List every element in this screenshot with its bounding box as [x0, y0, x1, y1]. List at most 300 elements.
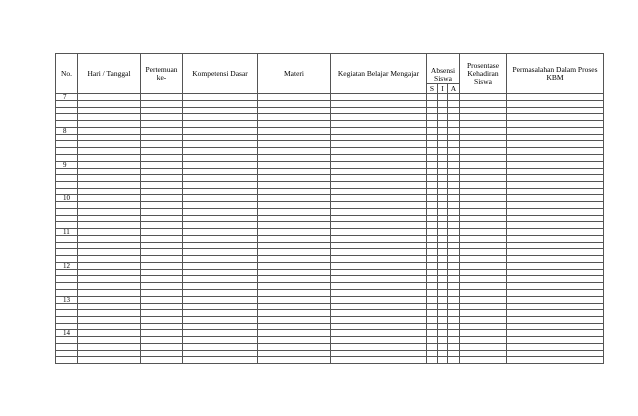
- table-cell[interactable]: [460, 114, 507, 121]
- table-cell[interactable]: [258, 175, 331, 182]
- table-cell[interactable]: [331, 330, 427, 337]
- table-cell[interactable]: [141, 236, 183, 243]
- table-cell[interactable]: [183, 154, 258, 161]
- table-cell[interactable]: [427, 283, 438, 290]
- table-cell[interactable]: [331, 181, 427, 188]
- table-cell[interactable]: [141, 101, 183, 108]
- table-cell[interactable]: [141, 242, 183, 249]
- table-cell[interactable]: [141, 127, 183, 134]
- table-cell[interactable]: [78, 330, 141, 337]
- table-cell[interactable]: [507, 134, 604, 141]
- table-cell[interactable]: [56, 101, 78, 108]
- table-cell[interactable]: [507, 121, 604, 128]
- table-cell[interactable]: [438, 188, 448, 195]
- table-cell[interactable]: [183, 101, 258, 108]
- table-cell[interactable]: [78, 154, 141, 161]
- table-cell[interactable]: [78, 114, 141, 121]
- table-cell[interactable]: [183, 310, 258, 317]
- table-cell[interactable]: [56, 350, 78, 357]
- table-cell[interactable]: [438, 168, 448, 175]
- table-cell[interactable]: [78, 101, 141, 108]
- table-cell[interactable]: [427, 127, 438, 134]
- table-cell[interactable]: [258, 310, 331, 317]
- table-cell[interactable]: [448, 215, 460, 222]
- table-cell[interactable]: [78, 181, 141, 188]
- table-cell[interactable]: [141, 134, 183, 141]
- table-cell[interactable]: [183, 208, 258, 215]
- table-cell[interactable]: [56, 114, 78, 121]
- table-cell[interactable]: [258, 316, 331, 323]
- table-cell[interactable]: [438, 195, 448, 202]
- table-cell[interactable]: [507, 236, 604, 243]
- table-cell[interactable]: [448, 114, 460, 121]
- table-cell[interactable]: [507, 269, 604, 276]
- table-cell[interactable]: [78, 236, 141, 243]
- table-cell[interactable]: [460, 276, 507, 283]
- table-cell[interactable]: [507, 141, 604, 148]
- table-cell[interactable]: [438, 208, 448, 215]
- table-cell[interactable]: [331, 262, 427, 269]
- table-cell[interactable]: [460, 121, 507, 128]
- table-cell[interactable]: [183, 229, 258, 236]
- table-cell[interactable]: [183, 330, 258, 337]
- table-cell[interactable]: [78, 215, 141, 222]
- table-cell[interactable]: [507, 195, 604, 202]
- table-cell[interactable]: [460, 229, 507, 236]
- table-cell[interactable]: [460, 283, 507, 290]
- table-cell[interactable]: [183, 168, 258, 175]
- table-cell[interactable]: [331, 269, 427, 276]
- table-cell[interactable]: [183, 141, 258, 148]
- table-cell[interactable]: [141, 107, 183, 114]
- table-cell[interactable]: [258, 195, 331, 202]
- table-cell[interactable]: [56, 236, 78, 243]
- table-cell[interactable]: [56, 357, 78, 364]
- table-cell[interactable]: [78, 94, 141, 101]
- table-cell[interactable]: [331, 323, 427, 330]
- table-cell[interactable]: [56, 121, 78, 128]
- table-cell[interactable]: [78, 134, 141, 141]
- table-cell[interactable]: [460, 181, 507, 188]
- table-cell[interactable]: [56, 134, 78, 141]
- table-cell[interactable]: [438, 107, 448, 114]
- table-cell[interactable]: [460, 127, 507, 134]
- table-cell[interactable]: [460, 175, 507, 182]
- table-cell[interactable]: [427, 350, 438, 357]
- table-cell[interactable]: [460, 222, 507, 229]
- table-cell[interactable]: [183, 303, 258, 310]
- table-cell[interactable]: [78, 249, 141, 256]
- table-cell[interactable]: [141, 121, 183, 128]
- table-cell[interactable]: [78, 195, 141, 202]
- table-cell[interactable]: [183, 148, 258, 155]
- table-cell[interactable]: [438, 161, 448, 168]
- table-cell[interactable]: [331, 215, 427, 222]
- table-cell[interactable]: [78, 242, 141, 249]
- table-cell[interactable]: [507, 350, 604, 357]
- table-cell[interactable]: [331, 202, 427, 209]
- table-cell[interactable]: [427, 249, 438, 256]
- table-cell[interactable]: [78, 343, 141, 350]
- table-cell[interactable]: [331, 256, 427, 263]
- table-cell[interactable]: [427, 222, 438, 229]
- table-cell[interactable]: [258, 181, 331, 188]
- table-cell[interactable]: [141, 114, 183, 121]
- table-cell[interactable]: [78, 175, 141, 182]
- table-cell[interactable]: [258, 134, 331, 141]
- table-cell[interactable]: [427, 256, 438, 263]
- table-cell[interactable]: [331, 229, 427, 236]
- table-cell[interactable]: [78, 310, 141, 317]
- table-cell[interactable]: [438, 256, 448, 263]
- table-cell[interactable]: [141, 141, 183, 148]
- table-cell[interactable]: [78, 229, 141, 236]
- table-cell[interactable]: [78, 222, 141, 229]
- table-cell[interactable]: [448, 316, 460, 323]
- table-cell[interactable]: [258, 357, 331, 364]
- table-cell[interactable]: [78, 337, 141, 344]
- table-cell[interactable]: [427, 161, 438, 168]
- table-cell[interactable]: [438, 289, 448, 296]
- table-cell[interactable]: [460, 350, 507, 357]
- table-cell[interactable]: [438, 148, 448, 155]
- table-cell[interactable]: [141, 249, 183, 256]
- table-cell[interactable]: [427, 188, 438, 195]
- table-cell[interactable]: [460, 168, 507, 175]
- table-cell[interactable]: [258, 208, 331, 215]
- table-cell[interactable]: [331, 283, 427, 290]
- table-cell[interactable]: [427, 289, 438, 296]
- table-cell[interactable]: [427, 101, 438, 108]
- table-cell[interactable]: [78, 256, 141, 263]
- table-cell[interactable]: [56, 310, 78, 317]
- table-cell[interactable]: [427, 208, 438, 215]
- table-cell[interactable]: [141, 262, 183, 269]
- table-cell[interactable]: [448, 168, 460, 175]
- table-cell[interactable]: [56, 343, 78, 350]
- table-cell[interactable]: [507, 256, 604, 263]
- table-cell[interactable]: [141, 289, 183, 296]
- table-cell[interactable]: [448, 296, 460, 303]
- table-cell[interactable]: [427, 215, 438, 222]
- table-cell[interactable]: [141, 323, 183, 330]
- table-cell[interactable]: [448, 134, 460, 141]
- table-cell[interactable]: [438, 262, 448, 269]
- table-cell[interactable]: [507, 202, 604, 209]
- table-cell[interactable]: [78, 148, 141, 155]
- table-cell[interactable]: [507, 262, 604, 269]
- table-cell[interactable]: [438, 343, 448, 350]
- table-cell[interactable]: [56, 141, 78, 148]
- table-cell[interactable]: [183, 114, 258, 121]
- table-cell[interactable]: [427, 114, 438, 121]
- table-cell[interactable]: [258, 242, 331, 249]
- table-cell[interactable]: [438, 175, 448, 182]
- table-cell[interactable]: [460, 236, 507, 243]
- table-cell[interactable]: [438, 154, 448, 161]
- table-cell[interactable]: [427, 134, 438, 141]
- table-cell[interactable]: [258, 276, 331, 283]
- table-cell[interactable]: [460, 323, 507, 330]
- table-cell[interactable]: [183, 121, 258, 128]
- table-cell[interactable]: [56, 249, 78, 256]
- table-cell[interactable]: [448, 289, 460, 296]
- table-cell[interactable]: [183, 202, 258, 209]
- table-cell[interactable]: [141, 343, 183, 350]
- table-cell[interactable]: [141, 337, 183, 344]
- table-cell[interactable]: [331, 107, 427, 114]
- table-cell[interactable]: [460, 195, 507, 202]
- table-cell[interactable]: [448, 127, 460, 134]
- table-cell[interactable]: [507, 249, 604, 256]
- table-cell[interactable]: [258, 289, 331, 296]
- table-cell[interactable]: [141, 181, 183, 188]
- table-cell[interactable]: [183, 296, 258, 303]
- table-cell[interactable]: [141, 222, 183, 229]
- table-cell[interactable]: [438, 323, 448, 330]
- table-cell[interactable]: [56, 283, 78, 290]
- table-cell[interactable]: [507, 94, 604, 101]
- table-cell[interactable]: [438, 269, 448, 276]
- table-cell[interactable]: [78, 323, 141, 330]
- table-cell[interactable]: [258, 161, 331, 168]
- table-cell[interactable]: [183, 127, 258, 134]
- table-cell[interactable]: [448, 175, 460, 182]
- table-cell[interactable]: [507, 242, 604, 249]
- table-cell[interactable]: [507, 310, 604, 317]
- table-cell[interactable]: [78, 350, 141, 357]
- table-cell[interactable]: [507, 343, 604, 350]
- table-cell[interactable]: [78, 161, 141, 168]
- table-cell[interactable]: [460, 316, 507, 323]
- table-cell[interactable]: [258, 323, 331, 330]
- table-cell[interactable]: [56, 154, 78, 161]
- table-cell[interactable]: [331, 94, 427, 101]
- table-cell[interactable]: [78, 188, 141, 195]
- table-cell[interactable]: [438, 249, 448, 256]
- row-number-cell[interactable]: 9: [56, 161, 78, 168]
- table-cell[interactable]: [507, 101, 604, 108]
- table-cell[interactable]: [141, 148, 183, 155]
- table-cell[interactable]: [258, 236, 331, 243]
- table-cell[interactable]: [507, 127, 604, 134]
- table-cell[interactable]: [448, 249, 460, 256]
- table-cell[interactable]: [438, 337, 448, 344]
- table-cell[interactable]: [56, 289, 78, 296]
- table-cell[interactable]: [183, 188, 258, 195]
- table-cell[interactable]: [56, 202, 78, 209]
- table-cell[interactable]: [507, 168, 604, 175]
- table-cell[interactable]: [448, 357, 460, 364]
- table-cell[interactable]: [460, 357, 507, 364]
- table-cell[interactable]: [56, 256, 78, 263]
- table-cell[interactable]: [183, 181, 258, 188]
- table-cell[interactable]: [183, 256, 258, 263]
- table-cell[interactable]: [258, 188, 331, 195]
- table-cell[interactable]: [427, 343, 438, 350]
- table-cell[interactable]: [141, 316, 183, 323]
- table-cell[interactable]: [258, 141, 331, 148]
- table-cell[interactable]: [56, 215, 78, 222]
- table-cell[interactable]: [331, 242, 427, 249]
- table-cell[interactable]: [331, 357, 427, 364]
- table-cell[interactable]: [258, 168, 331, 175]
- table-cell[interactable]: [331, 134, 427, 141]
- table-cell[interactable]: [258, 94, 331, 101]
- table-cell[interactable]: [460, 161, 507, 168]
- table-cell[interactable]: [427, 269, 438, 276]
- table-cell[interactable]: [331, 141, 427, 148]
- table-cell[interactable]: [448, 337, 460, 344]
- table-cell[interactable]: [331, 195, 427, 202]
- table-cell[interactable]: [331, 303, 427, 310]
- table-cell[interactable]: [141, 256, 183, 263]
- table-cell[interactable]: [331, 127, 427, 134]
- table-cell[interactable]: [331, 276, 427, 283]
- table-cell[interactable]: [78, 141, 141, 148]
- table-cell[interactable]: [331, 343, 427, 350]
- table-cell[interactable]: [460, 94, 507, 101]
- table-cell[interactable]: [438, 310, 448, 317]
- table-cell[interactable]: [427, 107, 438, 114]
- table-cell[interactable]: [183, 222, 258, 229]
- table-cell[interactable]: [448, 141, 460, 148]
- table-cell[interactable]: [427, 262, 438, 269]
- table-cell[interactable]: [78, 276, 141, 283]
- table-cell[interactable]: [183, 175, 258, 182]
- table-cell[interactable]: [448, 107, 460, 114]
- table-cell[interactable]: [460, 249, 507, 256]
- table-cell[interactable]: [141, 276, 183, 283]
- table-cell[interactable]: [460, 188, 507, 195]
- table-cell[interactable]: [183, 94, 258, 101]
- table-cell[interactable]: [141, 296, 183, 303]
- table-cell[interactable]: [438, 215, 448, 222]
- table-cell[interactable]: [141, 357, 183, 364]
- table-cell[interactable]: [448, 148, 460, 155]
- table-cell[interactable]: [448, 195, 460, 202]
- table-cell[interactable]: [438, 283, 448, 290]
- table-cell[interactable]: [141, 215, 183, 222]
- table-cell[interactable]: [427, 168, 438, 175]
- table-cell[interactable]: [448, 343, 460, 350]
- table-cell[interactable]: [438, 181, 448, 188]
- table-cell[interactable]: [141, 195, 183, 202]
- table-cell[interactable]: [427, 121, 438, 128]
- table-cell[interactable]: [331, 114, 427, 121]
- table-cell[interactable]: [331, 249, 427, 256]
- table-cell[interactable]: [438, 101, 448, 108]
- table-cell[interactable]: [78, 208, 141, 215]
- table-cell[interactable]: [507, 303, 604, 310]
- table-cell[interactable]: [331, 296, 427, 303]
- table-cell[interactable]: [56, 148, 78, 155]
- table-cell[interactable]: [427, 316, 438, 323]
- row-number-cell[interactable]: 8: [56, 127, 78, 134]
- table-cell[interactable]: [183, 337, 258, 344]
- table-cell[interactable]: [448, 229, 460, 236]
- table-cell[interactable]: [507, 208, 604, 215]
- table-cell[interactable]: [258, 343, 331, 350]
- table-cell[interactable]: [331, 154, 427, 161]
- table-cell[interactable]: [56, 337, 78, 344]
- table-cell[interactable]: [460, 107, 507, 114]
- table-cell[interactable]: [438, 202, 448, 209]
- table-cell[interactable]: [460, 101, 507, 108]
- table-cell[interactable]: [183, 249, 258, 256]
- table-cell[interactable]: [141, 229, 183, 236]
- table-cell[interactable]: [141, 283, 183, 290]
- table-cell[interactable]: [507, 148, 604, 155]
- table-cell[interactable]: [427, 94, 438, 101]
- table-cell[interactable]: [460, 208, 507, 215]
- table-cell[interactable]: [56, 316, 78, 323]
- table-cell[interactable]: [56, 188, 78, 195]
- table-cell[interactable]: [448, 208, 460, 215]
- table-cell[interactable]: [427, 357, 438, 364]
- table-cell[interactable]: [331, 316, 427, 323]
- table-cell[interactable]: [56, 222, 78, 229]
- table-cell[interactable]: [460, 242, 507, 249]
- table-cell[interactable]: [331, 289, 427, 296]
- table-cell[interactable]: [258, 249, 331, 256]
- table-cell[interactable]: [460, 148, 507, 155]
- table-cell[interactable]: [427, 330, 438, 337]
- table-cell[interactable]: [258, 127, 331, 134]
- table-cell[interactable]: [183, 215, 258, 222]
- table-cell[interactable]: [56, 269, 78, 276]
- table-cell[interactable]: [460, 330, 507, 337]
- table-cell[interactable]: [183, 276, 258, 283]
- table-cell[interactable]: [78, 289, 141, 296]
- table-cell[interactable]: [78, 357, 141, 364]
- table-cell[interactable]: [507, 276, 604, 283]
- table-cell[interactable]: [507, 323, 604, 330]
- table-cell[interactable]: [507, 289, 604, 296]
- table-cell[interactable]: [448, 202, 460, 209]
- table-cell[interactable]: [507, 175, 604, 182]
- table-cell[interactable]: [438, 357, 448, 364]
- table-cell[interactable]: [258, 202, 331, 209]
- table-cell[interactable]: [183, 262, 258, 269]
- table-cell[interactable]: [56, 303, 78, 310]
- table-cell[interactable]: [331, 168, 427, 175]
- table-cell[interactable]: [427, 337, 438, 344]
- table-cell[interactable]: [507, 107, 604, 114]
- table-cell[interactable]: [331, 236, 427, 243]
- table-cell[interactable]: [460, 262, 507, 269]
- row-number-cell[interactable]: 10: [56, 195, 78, 202]
- table-cell[interactable]: [448, 161, 460, 168]
- table-cell[interactable]: [448, 323, 460, 330]
- table-cell[interactable]: [427, 154, 438, 161]
- table-cell[interactable]: [507, 229, 604, 236]
- table-cell[interactable]: [448, 276, 460, 283]
- table-cell[interactable]: [331, 208, 427, 215]
- table-cell[interactable]: [258, 101, 331, 108]
- table-cell[interactable]: [183, 236, 258, 243]
- table-cell[interactable]: [460, 202, 507, 209]
- table-cell[interactable]: [258, 283, 331, 290]
- table-cell[interactable]: [56, 276, 78, 283]
- table-cell[interactable]: [427, 175, 438, 182]
- table-cell[interactable]: [183, 289, 258, 296]
- table-cell[interactable]: [56, 168, 78, 175]
- table-cell[interactable]: [438, 121, 448, 128]
- table-cell[interactable]: [507, 337, 604, 344]
- table-cell[interactable]: [331, 148, 427, 155]
- table-cell[interactable]: [331, 337, 427, 344]
